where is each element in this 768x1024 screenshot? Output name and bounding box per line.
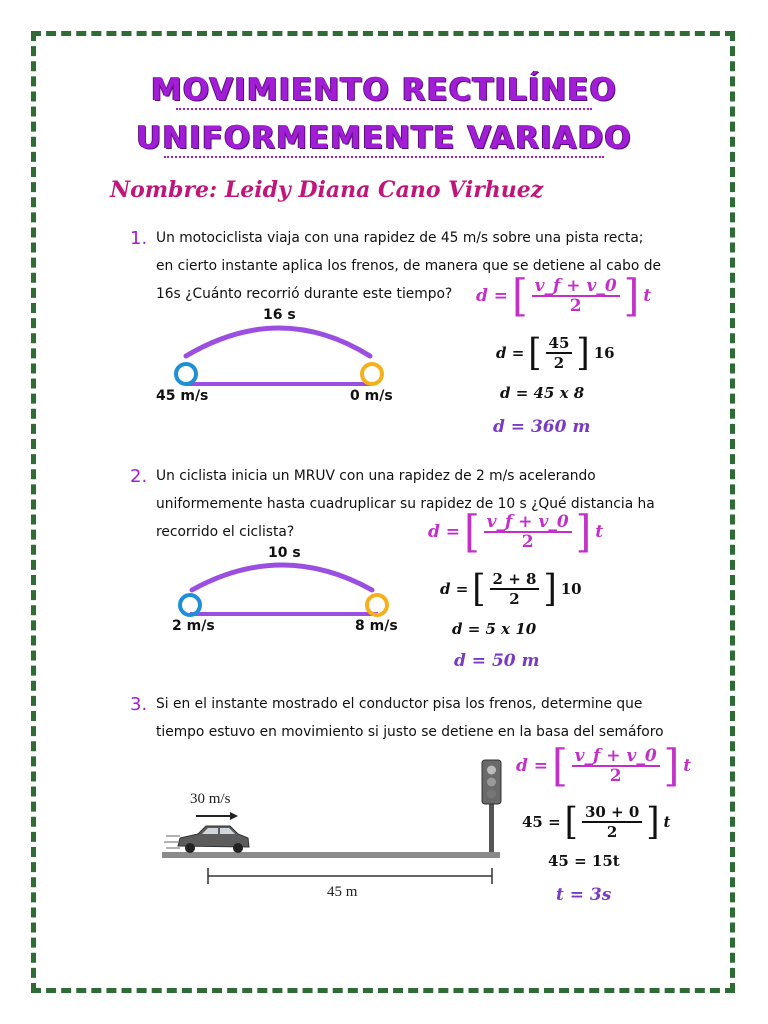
problem-2-left-speed: 2 m/s [172,618,215,634]
problem-1-formula: d = [ $\frac{v\_f + v\_0}{2}$ ] t [476,270,652,322]
problem-3-distance-label: 45 m [327,884,358,900]
problem-2-number: 2. [130,466,148,487]
problem-1-number: 1. [130,228,148,249]
problem-1-step-2: d = 45 x 8 [500,384,585,402]
problem-3-line: tiempo estuvo en movimiento si justo se detiene en la basa del semáforo [156,724,664,740]
problem-2-result: d = 50 m [454,651,540,671]
problem-3-formula: d = [ $\frac{v\_f + v\_0}{2}$ ] t [516,740,692,792]
problem-1-right-speed: 0 m/s [350,388,393,404]
problem-2-right-speed: 8 m/s [355,618,398,634]
speed-arrow-head [230,812,238,820]
problem-2-step-2: d = 5 x 10 [452,620,537,638]
traffic-light-icon [482,760,501,852]
problem-3-speed-label: 30 m/s [190,791,231,807]
problem-1-time-label: 16 s [263,307,296,323]
problem-2-line: recorrido el ciclista? [156,524,295,540]
problem-2-line: Un ciclista inicia un MRUV con una rapidez de 2 m/s acelerando [156,468,596,484]
title-line-2: UNIFORMEMENTE VARIADO [136,120,632,156]
road [162,852,500,858]
title-line-1: MOVIMIENTO RECTILÍNEO [151,72,617,108]
problem-1-left-speed: 45 m/s [156,388,209,404]
problem-1-step-1: d = [ $\frac{45}{2}$ ] 16 [496,331,615,375]
problem-3-step-1: 45 = [ $\frac{30 + 0}{2}$ ] t [522,800,671,844]
problem-3-line: Si en el instante mostrado el conductor pisa los frenos, determine que [156,696,643,712]
problem-1-line: 16s ¿Cuánto recorrió durante este tiempo? [156,286,453,302]
problem-1-line: en cierto instante aplica los frenos, de manera que se detiene al cabo de [156,258,661,274]
problem-1-result: d = 360 m [493,417,591,437]
problem-3-number: 3. [130,694,148,715]
student-name: Nombre: Leidy Diana Cano Virhuez [110,177,544,203]
problem-2-line: uniformemente hasta cuadruplicar su rapidez de 10 s ¿Qué distancia ha [156,496,655,512]
problem-3-step-2: 45 = 15t [548,852,620,870]
problem-2-formula: d = [ $\frac{v\_f + v\_0}{2}$ ] t [428,506,604,558]
problem-2-step-1: d = [ $\frac{2 + 8}{2}$ ] 10 [440,567,582,611]
problem-2-time-label: 10 s [268,545,301,561]
problem-3-result: t = 3s [556,885,612,905]
problem-1-line: Un motociclista viaja con una rapidez de 45 m/s sobre una pista recta; [156,230,644,246]
car-icon [178,826,249,853]
